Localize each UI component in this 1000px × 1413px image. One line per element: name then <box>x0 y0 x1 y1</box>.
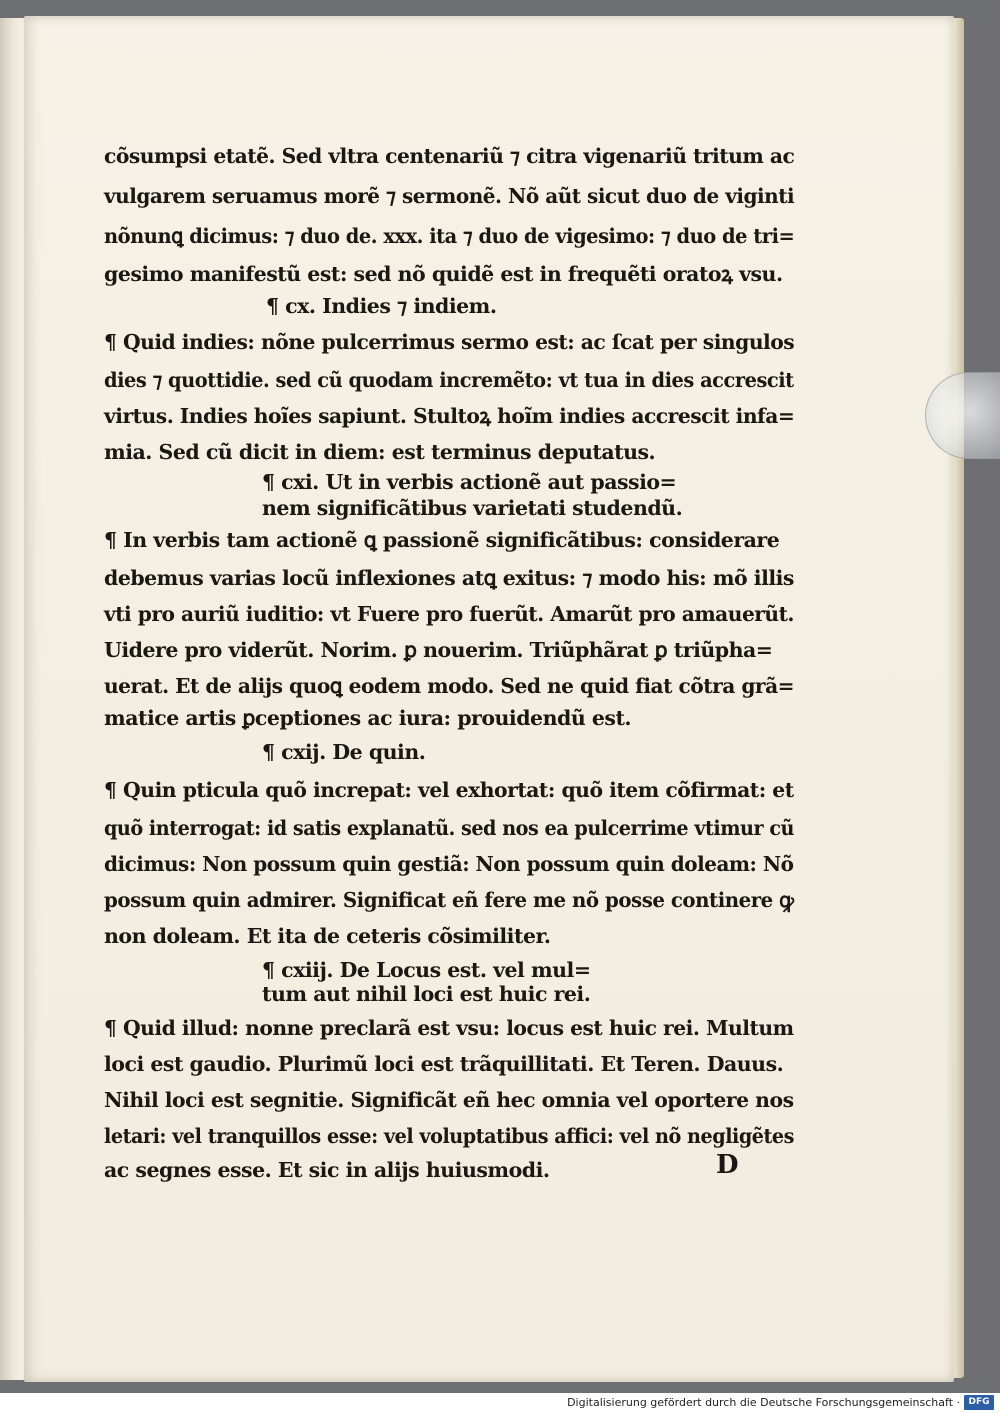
section-heading: tum aut nihil loci est huic rei. <box>262 982 591 1006</box>
text-line: cõsumpsi etatẽ. Sed vltra centenariũ ⁊ citra vigenariũ tritum ac <box>104 144 795 168</box>
text-line: ¶ Quid illud: nonne preclarã est vsu: locus est huic rei. Multum <box>104 1016 794 1040</box>
text-line: ¶ Quid indies: nõne pulcerrimus sermo est: ac ſcat per singulos <box>104 330 795 354</box>
section-heading: ¶ cxi. Ut in verbis actionẽ aut passio= <box>262 470 677 494</box>
text-line: ac segnes esse. Et sic in alijs huiusmodi. <box>104 1158 550 1182</box>
text-line: dicimus: Non possum quin gestiã: Non possum quin doleam: Nõ <box>104 852 794 876</box>
text-line: ¶ In verbis tam actionẽ ꝗ passionẽ significãtibus: considerare <box>104 528 780 552</box>
dfg-logo-icon: DFG <box>964 1395 994 1410</box>
footer-credit: Digitalisierung gefördert durch die Deutsche Forschungsgemeinschaft · <box>567 1396 960 1409</box>
section-heading: nem significãtibus varietati studendũ. <box>262 496 683 520</box>
text-line: gesimo manifestũ est: sed nõ quidẽ est in frequẽti oratoꝝ vsu. <box>104 262 783 286</box>
text-line: virtus. Indies hoĩes sapiunt. Stultoꝝ hoĩm indies accrescit infa= <box>104 404 795 428</box>
text-line: letari: vel tranquillos esse: vel voluptatibus affici: vel nõ negligẽtes <box>104 1124 795 1148</box>
section-heading: ¶ cxiij. De Locus est. vel mul= <box>262 958 591 982</box>
signature-mark: D <box>716 1150 739 1180</box>
text-line: possum quin admirer. Significat eñ fere me nõ posse continere ꝙ <box>104 888 794 912</box>
text-line: debemus varias locũ inflexiones atꝗ exitus: ⁊ modo his: mõ illis <box>104 566 794 590</box>
text-line: dies ⁊ quottidie. sed cũ quodam incremẽto: vt tua in dies accrescit <box>104 368 794 392</box>
text-line: nõnunꝗ dicimus: ⁊ duo de. xxx. ita ⁊ duo de vigesimo: ⁊ duo de tri= <box>104 224 795 248</box>
text-line: Nihil loci est segnitie. Significãt eñ hec omnia vel oportere nos <box>104 1088 794 1112</box>
text-line: mia. Sed cũ dicit in diem: est terminus deputatus. <box>104 440 656 464</box>
text-line: non doleam. Et ita de ceteris cõsimiliter. <box>104 924 551 948</box>
text-line: matice artis ꝑceptiones ac iura: prouidendũ est. <box>104 706 632 730</box>
section-heading: ¶ cx. Indies ⁊ indiem. <box>266 294 497 318</box>
footer-bar <box>0 1393 1000 1413</box>
text-line: quõ interrogat: id satis explanatũ. sed nos ea pulcerrime vtimur cũ <box>104 816 795 840</box>
text-line: uerat. Et de alijs quoꝗ eodem modo. Sed ne quid fiat cõtra grã= <box>104 674 795 698</box>
text-line: loci est gaudio. Plurimũ loci est trãquillitati. Et Teren. Dauus. <box>104 1052 784 1076</box>
section-heading: ¶ cxij. De quin. <box>262 740 426 764</box>
text-line: vulgarem seruamus morẽ ⁊ sermonẽ. Nõ aũt sicut duo de viginti <box>104 184 795 208</box>
text-line: ¶ Quin pticula quõ increpat: vel exhortat: quõ item cõfirmat: et <box>104 778 794 802</box>
text-line: Uidere pro viderũt. Norim. ꝑ nouerim. Triũphãrat ꝑ triũpha= <box>104 638 773 662</box>
text-line: vti pro auriũ iuditio: vt Fuere pro fuerũt. Amarũt pro amauerũt. <box>104 602 794 626</box>
